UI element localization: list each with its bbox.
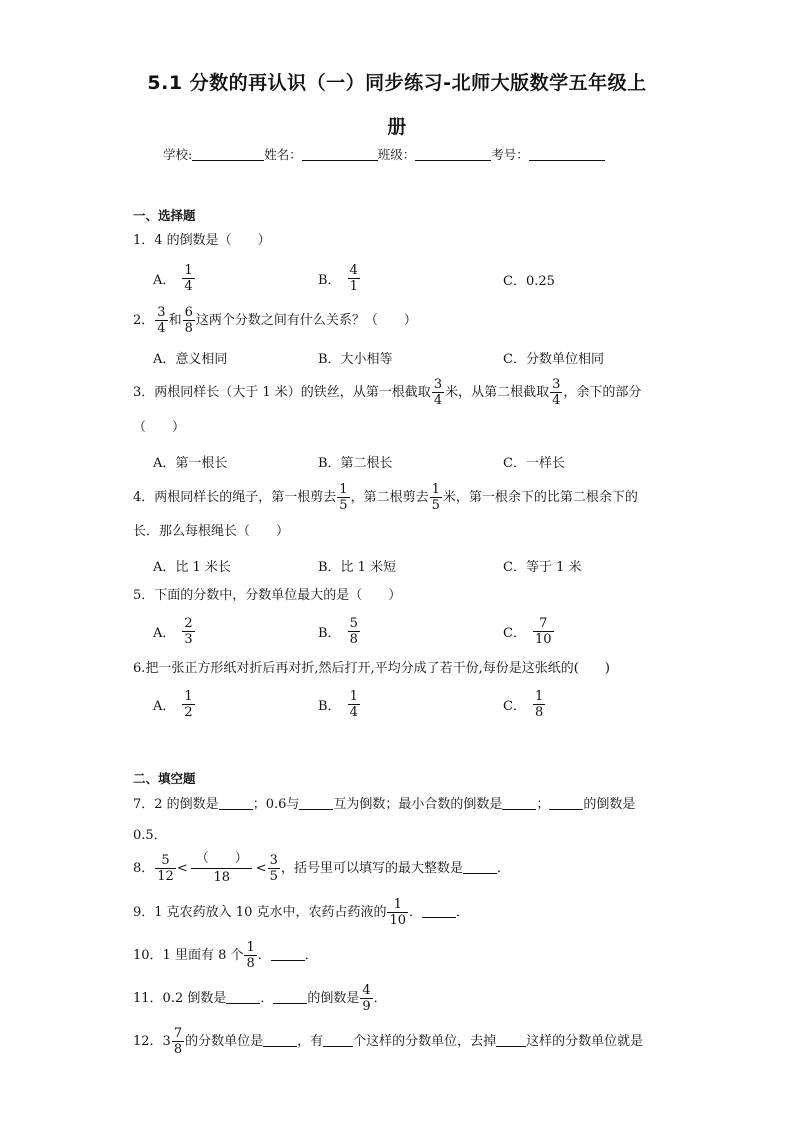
school-label: 学校: <box>163 147 193 162</box>
school-blank[interactable] <box>192 148 264 161</box>
answer-blank[interactable] <box>549 797 583 810</box>
option-a[interactable]: A． $\frac{2}{3}$ <box>153 616 193 647</box>
answer-blank[interactable] <box>463 861 497 874</box>
exam-number-blank[interactable] <box>529 148 605 161</box>
fraction: $\frac{4}{1}$ <box>349 263 358 294</box>
student-info-line <box>163 145 605 163</box>
question-7-continued: 0.5． <box>133 828 167 843</box>
section-heading-choice: 一、选择题 <box>133 208 196 223</box>
fraction: $\frac{5}{12}$ <box>157 853 174 884</box>
option-b[interactable]: B．比 1 米短 <box>318 560 397 575</box>
option-c[interactable]: C．一样长 <box>503 456 565 471</box>
fraction: $\frac{1}{4}$ <box>349 689 358 720</box>
option-a[interactable] <box>153 263 196 294</box>
option-b[interactable]: B． $\frac{1}{4}$ <box>318 689 358 720</box>
name-label: 姓名： <box>264 147 302 162</box>
answer-blank[interactable] <box>323 1034 353 1047</box>
question-3: 3．两根同样长（大于 1 米）的铁丝，从第一根截取 $\frac{3}{4}$ 米，从第二根截取 $\frac{3}{4}$ ，余下的部分 <box>133 377 642 408</box>
answer-blank[interactable] <box>422 905 456 918</box>
fraction: $\frac{1}{5}$ <box>339 482 348 513</box>
fraction: $\frac{1}{10}$ <box>389 897 407 928</box>
page-title: 5.1 分数的再认识（一）同步练习-北师大版数学五年级上 <box>147 72 647 94</box>
answer-blank[interactable] <box>273 991 307 1004</box>
option-a[interactable]: A．意义相同 <box>153 352 228 367</box>
class-blank[interactable] <box>415 148 491 161</box>
fraction: $\frac{1}{8}$ <box>534 689 544 720</box>
option-b[interactable]: B．第二根长 <box>318 456 393 471</box>
blank-fraction[interactable]: （ ） 18 <box>188 850 256 887</box>
question-12: 12． 3 $\frac{7}{8}$ 的分数单位是 ，有 个这样的分数单位，去掉 这样的分数单位就是 <box>133 1026 644 1057</box>
option-a[interactable]: A． $\frac{1}{2}$ <box>153 689 193 720</box>
option-a[interactable]: A．比 1 米长 <box>153 560 231 575</box>
option-a[interactable]: A．第一根长 <box>153 456 228 471</box>
fraction: $\frac{2}{3}$ <box>184 616 193 647</box>
question-4: 4．两根同样长的绳子，第一根剪去 $\frac{1}{5}$ ，第二根剪去 $\frac{1}{5}$ 米，第一根余下的比第二根余下的 <box>133 482 638 513</box>
answer-blank[interactable] <box>271 948 305 961</box>
exam-number-label: 考号： <box>491 147 529 162</box>
question-5: 5．下面的分数中，分数单位最大的是（ ） <box>133 588 402 603</box>
question-11: 11．0.2 倒数是 ． 的倒数是 $\frac{4}{9}$ ． <box>133 983 387 1014</box>
option-label: A． <box>153 273 176 288</box>
question-6: 6.把一张正方形纸对折后再对折,然后打开,平均分成了若干份,每份是这张纸的( ) <box>133 661 610 676</box>
option-label: B． <box>318 273 341 288</box>
question-7: 7．2 的倒数是 ；0.6与 互为倒数；最小合数的倒数是 ； 的倒数是 <box>133 797 636 812</box>
fraction: $\frac{3}{4}$ <box>433 377 443 408</box>
question-4-continued: 长．那么每根绳长（ ） <box>133 524 290 539</box>
class-label: 班级： <box>377 147 416 162</box>
question-2: 2． $\frac{3}{4}$ 和 $\frac{6}{8}$ 这两个分数之间有什么关系？（ ） <box>133 305 417 336</box>
option-c[interactable]: C．等于 1 米 <box>503 560 582 575</box>
question-10: 10．1 里面有 8 个 $\frac{1}{8}$ ． ． <box>133 940 318 971</box>
option-c[interactable]: C．0.25 <box>503 274 555 289</box>
mixed-number: 3 $\frac{7}{8}$ <box>162 1026 183 1057</box>
question-9: 9．1 克农药放入 10 克水中，农药占药液的 $\frac{1}{10}$ ． ． <box>133 897 470 928</box>
fraction: $\frac{1}{4}$ <box>184 263 193 294</box>
fraction: $\frac{1}{8}$ <box>246 940 255 971</box>
option-b[interactable]: B． $\frac{5}{8}$ <box>318 616 358 647</box>
question-1: 1．4 的倒数是（ ） <box>133 233 271 248</box>
name-blank[interactable] <box>302 148 378 161</box>
fraction: $\frac{5}{8}$ <box>349 616 358 647</box>
page-title-continued: 册 <box>387 116 407 138</box>
option-b[interactable]: B．大小相等 <box>318 352 393 367</box>
section-heading-fill-blank: 二、填空题 <box>133 771 196 786</box>
question-5-options <box>0 616 794 646</box>
answer-blank[interactable] <box>226 991 260 1004</box>
answer-blank[interactable] <box>219 797 253 810</box>
question-6-options <box>0 689 794 719</box>
option-c[interactable]: C． $\frac{7}{10}$ <box>503 616 552 647</box>
fraction: $\frac{3}{5}$ <box>269 853 278 884</box>
fraction: $\frac{7}{10}$ <box>534 616 552 647</box>
option-b[interactable] <box>318 263 361 294</box>
answer-blank[interactable] <box>502 797 536 810</box>
fraction: $\frac{1}{2}$ <box>184 689 193 720</box>
fraction: $\frac{3}{4}$ <box>552 377 561 408</box>
fraction: $\frac{1}{5}$ <box>431 482 440 513</box>
fraction: $\frac{6}{8}$ <box>184 305 193 336</box>
answer-blank[interactable] <box>263 1034 297 1047</box>
fraction: $\frac{4}{9}$ <box>362 983 371 1014</box>
option-c[interactable]: C．分数单位相同 <box>503 352 604 367</box>
answer-blank[interactable] <box>299 797 333 810</box>
fraction: $\frac{3}{4}$ <box>157 305 166 336</box>
question-1-options <box>0 263 794 293</box>
question-3-continued: （ ） <box>133 420 186 435</box>
answer-blank[interactable] <box>496 1034 526 1047</box>
question-8: 8． $\frac{5}{12}$ < （ ） 18 < $\frac{3}{5}$ ，括号里可以填写的最大整数是 ． <box>133 851 510 885</box>
option-c[interactable]: C． $\frac{1}{8}$ <box>503 689 544 720</box>
